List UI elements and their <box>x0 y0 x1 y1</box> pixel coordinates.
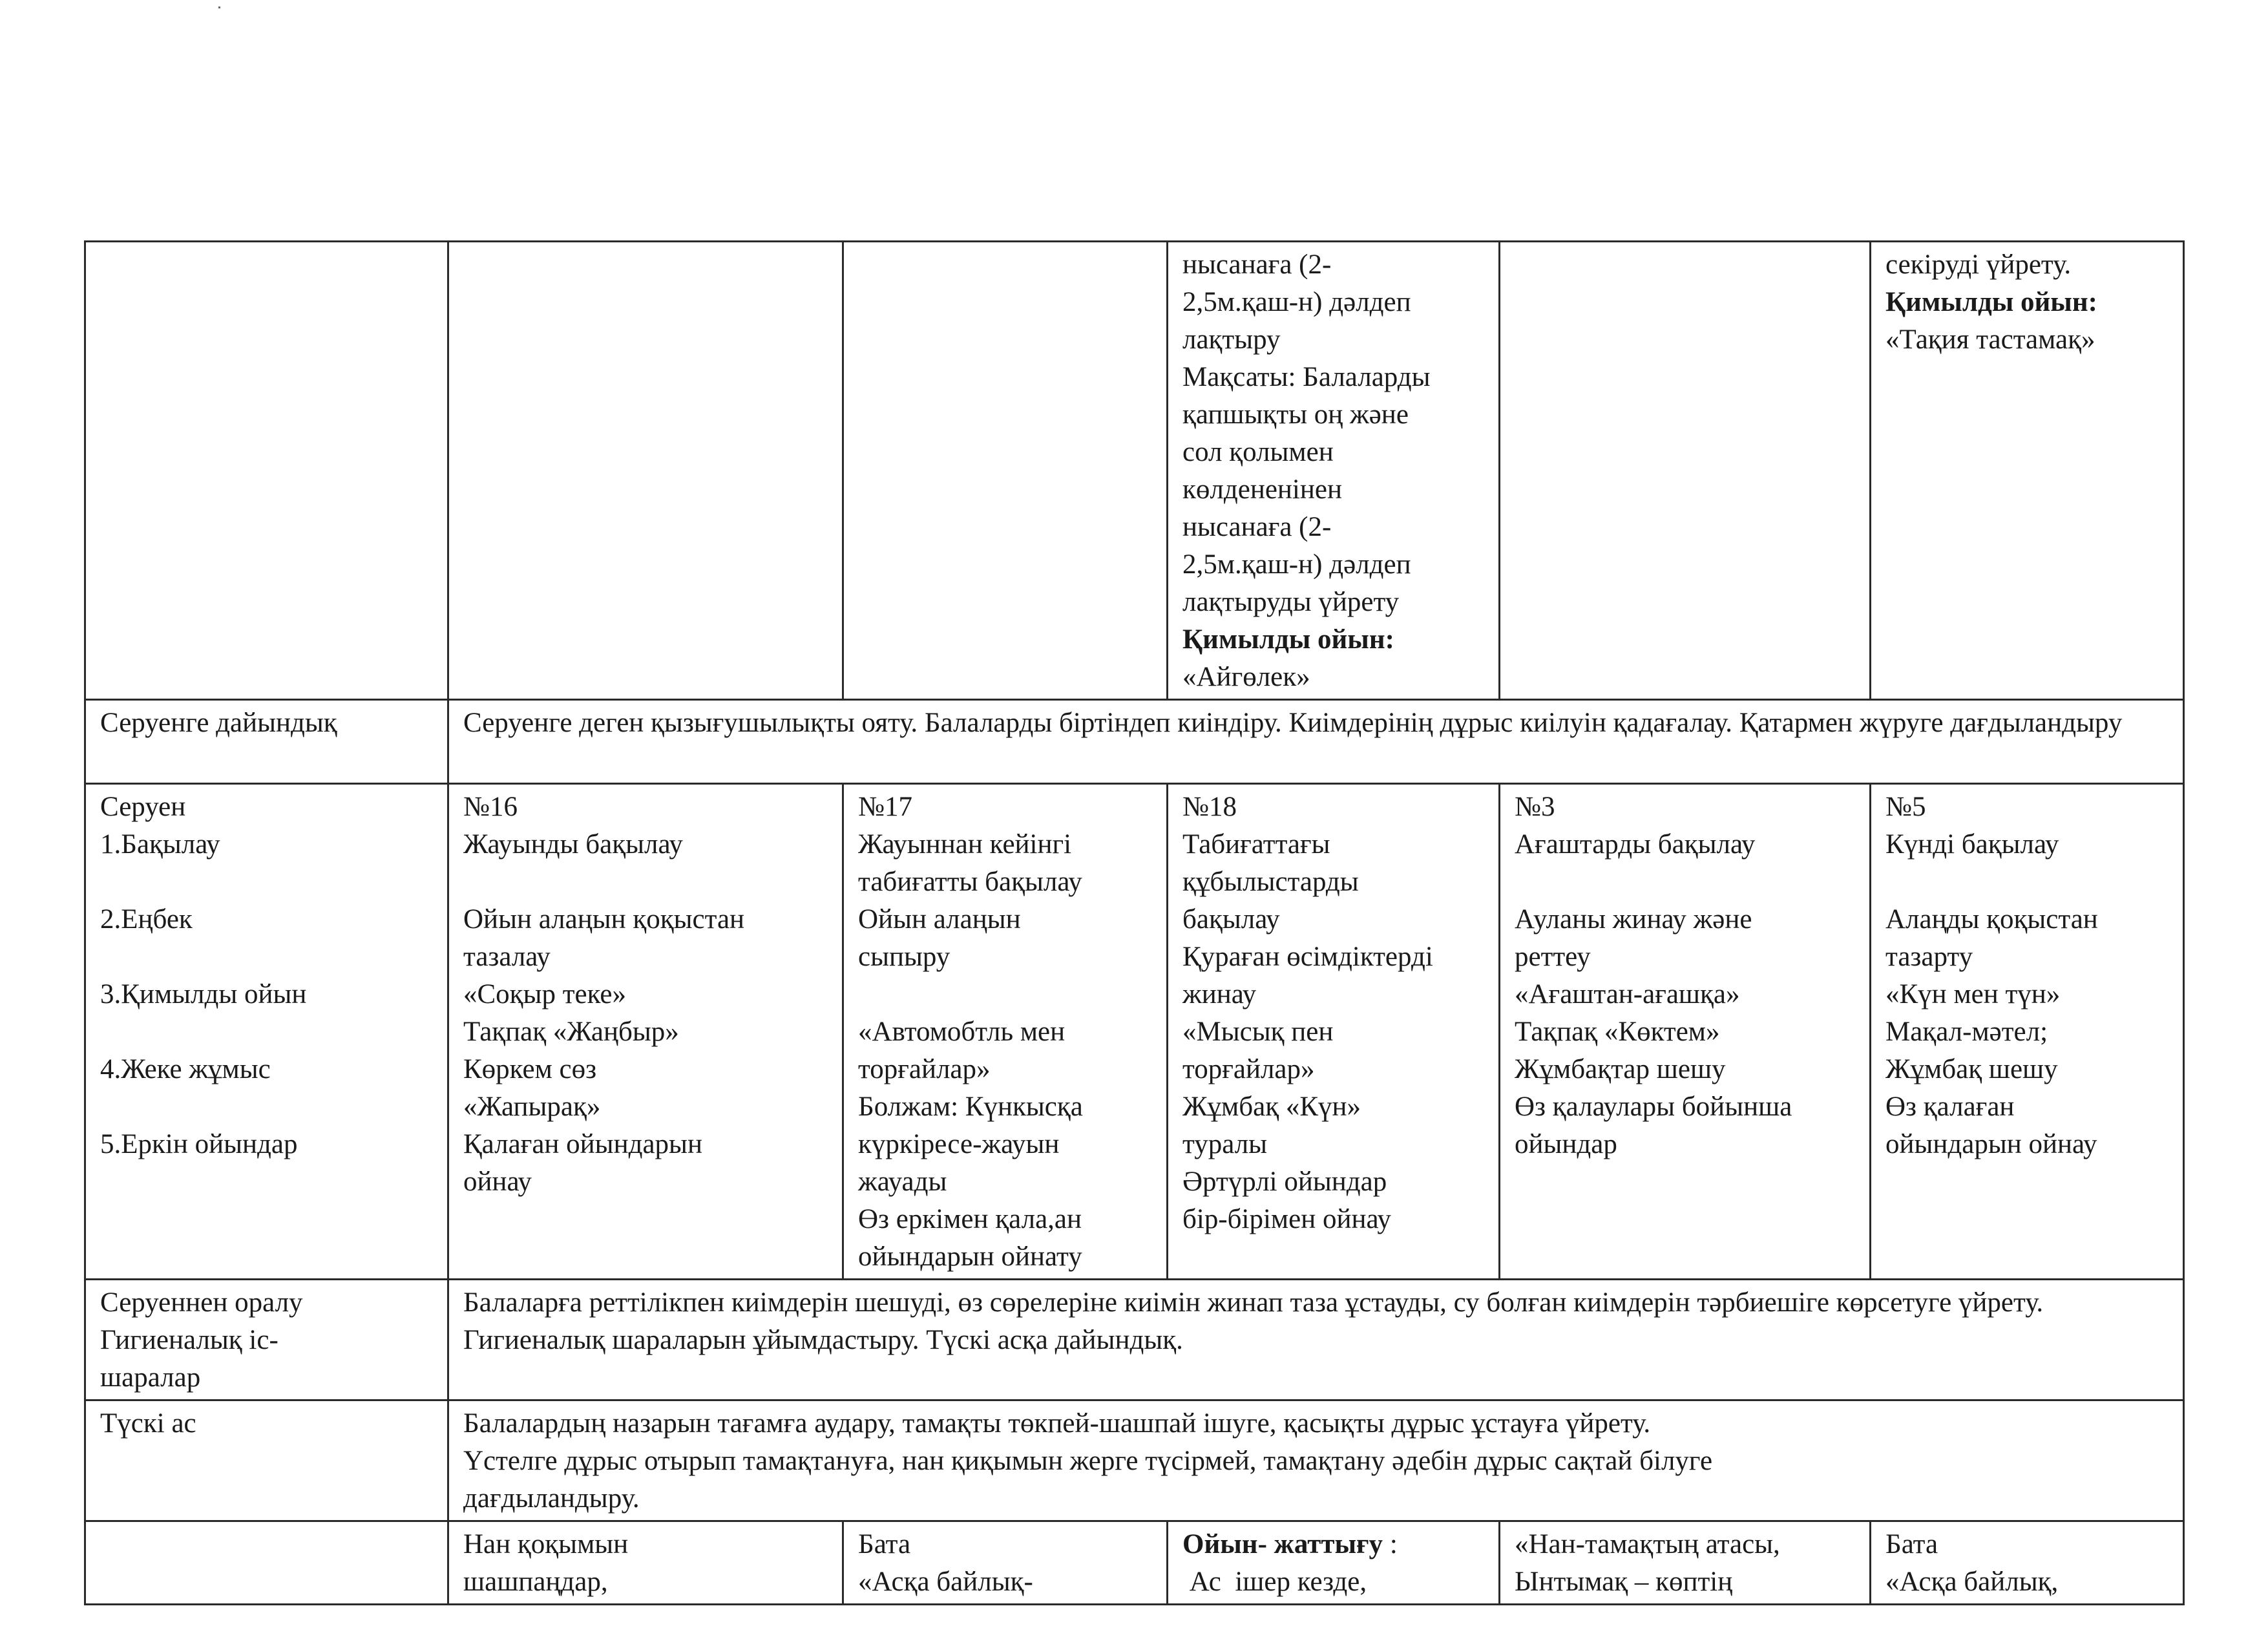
lunch-day-4 <box>1500 1521 1871 1605</box>
walk-day-1 <box>448 784 843 1280</box>
day-cell-1-empty <box>448 242 843 700</box>
row-label <box>85 784 448 1280</box>
label-cell-empty <box>85 242 448 700</box>
movement-game-heading: Қимылды ойын: <box>1182 624 1394 655</box>
row-label-text: Серуеннен оралу Гигиеналық іс- шаралар <box>100 1287 303 1393</box>
movement-game-name: «Айгөлек» <box>1182 662 1310 692</box>
lunch-day-text: Бата «Асқа байлық, <box>1885 1529 2059 1597</box>
table-row-return-hygiene <box>85 1280 2184 1400</box>
walk-day-text: №16 Жауынды бақылау Ойын алаңын қоқыстан тазалау «Соқыр теке» Тақпақ «Жаңбыр» Көркем сөз «Жапырақ» Қалаған ойындарын ойнау <box>463 792 745 1197</box>
game-exercise-heading: Ойын- жаттығу <box>1182 1529 1383 1559</box>
daily-plan-table <box>84 240 2185 1605</box>
row-label: Серуенге дайындық <box>85 700 448 784</box>
row-label <box>85 1280 448 1400</box>
walk-day-5 <box>1871 784 2184 1280</box>
row-description: Серуенге деген қызығушылықты ояту. Балаларды біртіндеп киіндіру. Киімдерінің дұрыс киілуін қадағалау. Қатармен жүруге дағдыландыру <box>448 700 2184 784</box>
walk-day-2 <box>843 784 1168 1280</box>
lunch-day-3 <box>1168 1521 1500 1605</box>
walk-day-3 <box>1168 784 1500 1280</box>
lunch-text: Балалардың назарын тағамға аудару, тамақты төкпей-шашпай ішуге, қасықты дұрыс ұстауға үйрету. Үстелге дұрыс отырып тамақтануға, нан қиқымын жерге түсірмей, тамақтану әдебін дұрыс сақтай білуге дағдыландыру. <box>463 1408 1713 1514</box>
scan-speck <box>218 6 220 8</box>
table-row-lunch-activities <box>85 1521 2184 1605</box>
lunch-day-5 <box>1871 1521 2184 1605</box>
day-cell-2-empty <box>843 242 1168 700</box>
activity-text: нысанаға (2- 2,5м.қаш-н) дәлдеп лақтыру Мақсаты: Балаларды қапшықты оң және сол қолымен көлдененінен нысанаға (2- 2,5м.қаш-н) дәлдеп лақтыруды үйрету <box>1182 249 1431 617</box>
walk-sections-list: Серуен 1.Бақылау 2.Еңбек 3.Қимылды ойын 4.Жеке жұмыс 5.Еркін ойындар <box>100 792 307 1159</box>
movement-game-name: «Тақия тастамақ» <box>1885 324 2095 355</box>
row-label: Түскі ас <box>85 1400 448 1521</box>
lunch-day-text: Бата «Асқа байлық- <box>858 1529 1033 1597</box>
table-row-walk <box>85 784 2184 1280</box>
lunch-day-1 <box>448 1521 843 1605</box>
walk-day-text: №5 Күнді бақылау Алаңды қоқыстан тазарту «Күн мен түн» Мақал-мәтел; Жұмбақ шешу Өз қалаған ойындарын ойнау <box>1885 792 2098 1159</box>
day-cell-3-activity <box>1168 242 1500 700</box>
activity-text: секіруді үйрету. <box>1885 249 2072 280</box>
walk-day-text: №17 Жауыннан кейінгі табиғатты бақылау Ойын алаңын сыпыру «Автомобтль мен торғайлар» Болжам: Күнкысқа күркіресе-жауын жауады Өз еркімен қала,ан ойындарын ойнату <box>858 792 1083 1272</box>
game-exercise-text: Ас ішер кезде, <box>1182 1567 1367 1597</box>
table-row-continuation <box>85 242 2184 700</box>
table-row-walk-preparation <box>85 700 2184 784</box>
game-exercise-colon: : <box>1383 1529 1398 1559</box>
day-cell-4-empty <box>1500 242 1871 700</box>
day-cell-5-activity <box>1871 242 2184 700</box>
lunch-day-text: Нан қоқымын шашпаңдар, <box>463 1529 629 1597</box>
movement-game-heading: Қимылды ойын: <box>1885 287 2097 317</box>
walk-day-4 <box>1500 784 1871 1280</box>
lunch-day-2 <box>843 1521 1168 1605</box>
row-description: Балаларға реттілікпен киімдерін шешуді, өз сөрелеріне киімін жинап таза ұстауды, су болған киімдерін тәрбиешіге көрсетуге үйрету. Гигиеналық шараларын ұйымдастыру. Түскі асқа дайындық. <box>448 1280 2184 1400</box>
walk-day-text: №3 Ағаштарды бақылау Ауланы жинау және реттеу «Ағаштан-ағашқа» Тақпақ «Көктем» Жұмбақтар шешу Өз қалаулары бойынша ойындар <box>1515 792 1792 1159</box>
walk-day-text: №18 Табиғаттағы құбылыстарды бақылау Қураған өсімдіктерді жинау «Мысық пен торғайлар» Жұмбақ «Күн» туралы Әртүрлі ойындар бір-бірімен ойнау <box>1182 792 1433 1234</box>
table-row-lunch <box>85 1400 2184 1521</box>
lunch-day-text: «Нан-тамақтың атасы, Ынтымақ – көптің <box>1515 1529 1780 1597</box>
label-cell-empty <box>85 1521 448 1605</box>
row-description <box>448 1400 2184 1521</box>
